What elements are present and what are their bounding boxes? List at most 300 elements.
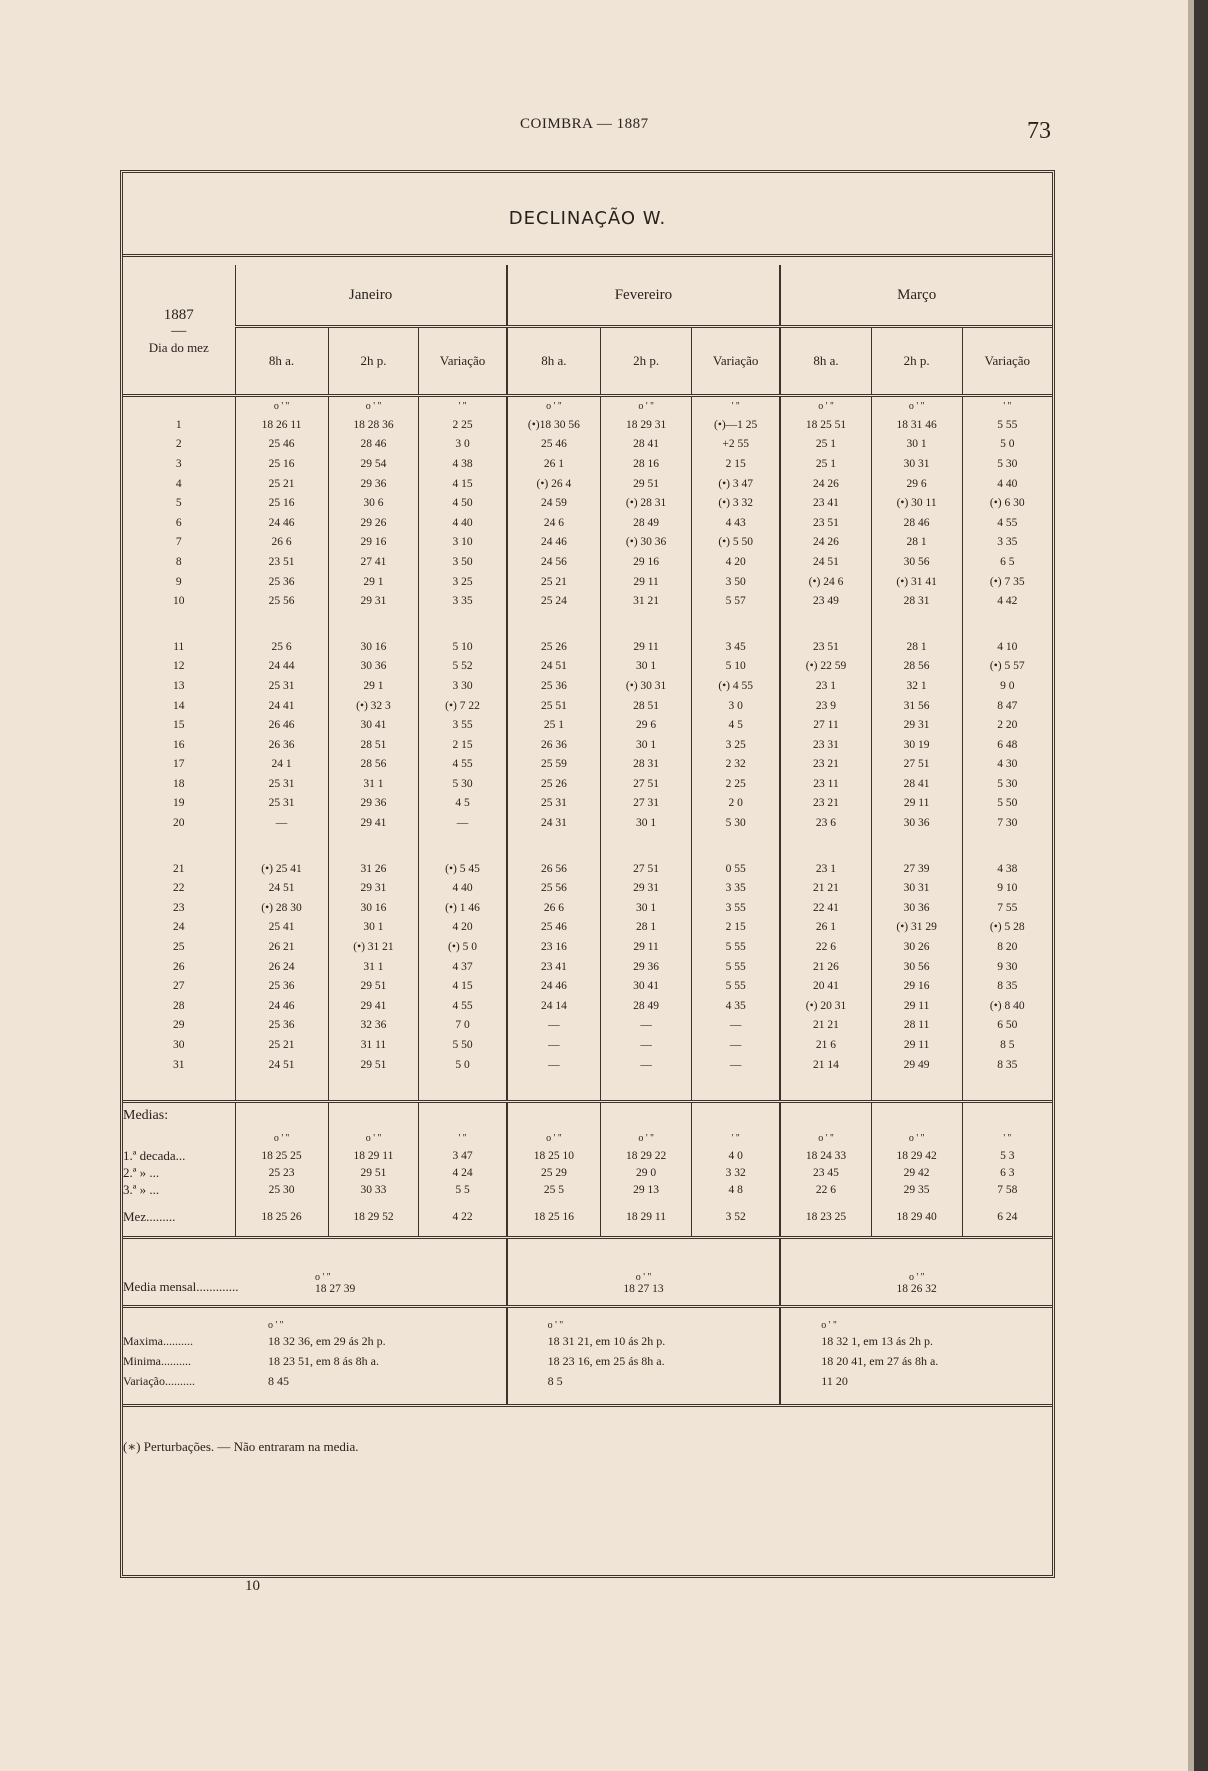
- value-cell: 26 36: [507, 735, 601, 755]
- value-cell: 30 6: [328, 493, 419, 513]
- table-row: [123, 435, 1052, 455]
- table-row: [123, 957, 1052, 977]
- value-cell: 7 58: [997, 1183, 1018, 1196]
- footnote-row: [123, 1406, 1052, 1488]
- value-cell: 23 9: [780, 696, 871, 716]
- value-cell: (•) 20 31: [780, 996, 871, 1016]
- day-cell: 26: [123, 957, 235, 977]
- value-cell: 8 35: [997, 1058, 1018, 1071]
- day-cell: 28: [123, 996, 235, 1016]
- day-cell: 25: [123, 937, 235, 957]
- subheader-row: [123, 327, 1052, 396]
- value-cell: 29 16: [871, 976, 962, 996]
- value-cell: 27 51: [601, 774, 692, 794]
- unit-label: o ' '': [601, 396, 692, 416]
- value-cell: 4 38: [997, 862, 1018, 875]
- extreme-label: Variação..........: [123, 1374, 195, 1389]
- value-cell: 25 46: [507, 435, 601, 455]
- day-cell: 23: [123, 898, 235, 918]
- table-row: [123, 755, 1052, 775]
- value-cell: 27 51: [601, 859, 692, 879]
- value-cell: 5 30: [997, 457, 1018, 470]
- value-cell: 5 55: [692, 937, 781, 957]
- unit-label: o ' '': [547, 1320, 564, 1332]
- value-cell: 26 6: [235, 533, 328, 553]
- value-cell: —: [692, 1016, 781, 1036]
- value-cell: 2 32: [692, 755, 781, 775]
- unit-label: ' '': [419, 1129, 507, 1147]
- value-cell: 25 36: [507, 676, 601, 696]
- table-row: [123, 1016, 1052, 1036]
- col-8h-fev: 8h a.: [507, 327, 601, 396]
- value-cell: 5 30: [692, 813, 781, 833]
- value-cell: 23 1: [780, 859, 871, 879]
- value-cell: 30 41: [328, 715, 419, 735]
- value-cell: 2 15: [419, 735, 507, 755]
- value-cell: 5 3: [1000, 1149, 1015, 1162]
- value-cell: —: [507, 1016, 601, 1036]
- medias-header-row: [123, 1102, 1052, 1130]
- value-cell: 2 20: [997, 719, 1018, 732]
- value-cell: 5 57: [692, 591, 781, 611]
- unit-label: o ' '': [871, 396, 962, 416]
- table-frame: [120, 170, 1055, 1578]
- value-cell: 24 51: [235, 1055, 328, 1075]
- value-cell: 4 15: [419, 976, 507, 996]
- day-cell: 31: [123, 1055, 235, 1075]
- value-cell: (•) 5 57: [989, 660, 1025, 673]
- value-cell: 4 5: [419, 794, 507, 814]
- value-cell: 3 32: [692, 1164, 781, 1181]
- value-cell: 29 13: [601, 1181, 692, 1198]
- value-cell: 25 1: [507, 715, 601, 735]
- value-cell: (•)18 30 56: [507, 415, 601, 435]
- value-cell: 3 35: [419, 591, 507, 611]
- value-cell: —: [601, 1035, 692, 1055]
- day-cell: 15: [123, 715, 235, 735]
- value-cell: 25 1: [780, 435, 871, 455]
- value-cell: 2 25: [419, 415, 507, 435]
- day-cell: 14: [123, 696, 235, 716]
- value-cell: 29 11: [871, 794, 962, 814]
- value-cell: 30 16: [328, 637, 419, 657]
- value-cell: 23 49: [780, 591, 871, 611]
- value-cell: 20 41: [780, 976, 871, 996]
- day-cell: 29: [123, 1016, 235, 1036]
- decade-spacer: [123, 1074, 1052, 1102]
- value-cell: (•) 1 46: [419, 898, 507, 918]
- value-cell: 25 30: [235, 1181, 328, 1198]
- media-mensal-number: 18 26 32: [896, 1283, 937, 1296]
- value-cell: 29 51: [328, 1055, 419, 1075]
- day-cell: 24: [123, 918, 235, 938]
- table-row: [123, 774, 1052, 794]
- value-cell: 30 41: [601, 976, 692, 996]
- value-cell: 25 59: [507, 755, 601, 775]
- extreme-value: 18 20 41, em 27 ás 8h a.: [821, 1354, 939, 1369]
- value-cell: 29 36: [328, 794, 419, 814]
- value-cell: 5 10: [419, 637, 507, 657]
- value-cell: 4 22: [419, 1198, 507, 1238]
- extreme-value: 18 23 16, em 25 ás 8h a.: [547, 1354, 665, 1369]
- table-row: [123, 591, 1052, 611]
- value-cell: 29 1: [328, 676, 419, 696]
- unit-label: ' '': [1003, 1132, 1012, 1144]
- value-cell: 25 29: [507, 1164, 601, 1181]
- value-cell: 26 1: [780, 918, 871, 938]
- value-cell: 28 46: [328, 435, 419, 455]
- value-cell: 25 5: [507, 1181, 601, 1198]
- value-cell: (•) 25 41: [235, 859, 328, 879]
- value-cell: 21 6: [780, 1035, 871, 1055]
- value-cell: 29 6: [871, 474, 962, 494]
- value-cell: 4 55: [419, 755, 507, 775]
- day-cell: 1: [123, 415, 235, 435]
- col-var-fev: Variação: [692, 327, 781, 396]
- year-dash: —: [171, 323, 187, 339]
- value-cell: 6 24: [997, 1211, 1018, 1224]
- day-cell: 21: [123, 859, 235, 879]
- value-cell: 26 24: [235, 957, 328, 977]
- value-cell: (•) 4 55: [692, 676, 781, 696]
- unit-label: o ' '': [315, 1272, 331, 1284]
- value-cell: (•) 6 30: [989, 497, 1025, 510]
- value-cell: 23 11: [780, 774, 871, 794]
- value-cell: 28 46: [871, 513, 962, 533]
- table-row: [123, 859, 1052, 879]
- value-cell: 29 31: [601, 878, 692, 898]
- value-cell: 5 5: [419, 1181, 507, 1198]
- table-row: [123, 657, 1052, 677]
- title-box: [123, 173, 1052, 257]
- unit-label: o ' '': [268, 1320, 284, 1332]
- media-mensal-number: 18 27 13: [623, 1283, 664, 1296]
- value-cell: 24 44: [235, 657, 328, 677]
- value-cell: 3 45: [692, 637, 781, 657]
- value-cell: (•) 3 32: [692, 493, 781, 513]
- table-row: [123, 715, 1052, 735]
- value-cell: 30 33: [328, 1181, 419, 1198]
- col-2h-mar: 2h p.: [871, 327, 962, 396]
- value-cell: 4 50: [419, 493, 507, 513]
- value-cell: 25 41: [235, 918, 328, 938]
- unit-label: o ' '': [507, 396, 601, 416]
- value-cell: 7 55: [997, 901, 1018, 914]
- value-cell: 25 26: [507, 774, 601, 794]
- value-cell: 8 20: [997, 941, 1018, 954]
- value-cell: (•) 5 0: [419, 937, 507, 957]
- unit-label: o ' '': [235, 1129, 328, 1147]
- value-cell: 28 51: [328, 735, 419, 755]
- value-cell: (•)—1 25: [692, 415, 781, 435]
- day-label: Dia do mez: [148, 340, 209, 355]
- value-cell: 24 51: [235, 878, 328, 898]
- value-cell: —: [235, 813, 328, 833]
- value-cell: 27 51: [871, 755, 962, 775]
- value-cell: 5 10: [692, 657, 781, 677]
- extremes-janeiro: [123, 1307, 507, 1406]
- col-var-mar: Variação: [962, 327, 1052, 396]
- value-cell: 4 43: [692, 513, 781, 533]
- value-cell: 3 25: [692, 735, 781, 755]
- value-cell: 26 1: [507, 454, 601, 474]
- value-cell: 18 29 52: [328, 1198, 419, 1238]
- extremes-fevereiro: [507, 1307, 781, 1406]
- value-cell: 2 0: [692, 794, 781, 814]
- value-cell: 18 29 31: [601, 415, 692, 435]
- extremes-marco: [780, 1307, 1052, 1406]
- day-cell: 17: [123, 755, 235, 775]
- value-cell: 18 25 25: [235, 1147, 328, 1164]
- value-cell: 22 6: [780, 937, 871, 957]
- value-cell: 24 26: [780, 533, 871, 553]
- value-cell: 0 55: [692, 859, 781, 879]
- value-cell: 24 14: [507, 996, 601, 1016]
- col-var-jan: Variação: [419, 327, 507, 396]
- value-cell: 25 36: [235, 976, 328, 996]
- value-cell: 23 51: [235, 552, 328, 572]
- value-cell: 6 50: [997, 1019, 1018, 1032]
- value-cell: 22 41: [780, 898, 871, 918]
- table-row: [123, 813, 1052, 833]
- table-title: DECLINAÇÃO W.: [508, 208, 667, 229]
- value-cell: 3 25: [419, 572, 507, 592]
- unit-label: ' '': [692, 1129, 781, 1147]
- value-cell: 3 0: [419, 435, 507, 455]
- value-cell: 25 21: [235, 1035, 328, 1055]
- value-cell: 29 26: [328, 513, 419, 533]
- medias-row: [123, 1181, 1052, 1198]
- unit-label: o ' '': [235, 396, 328, 416]
- value-cell: 4 20: [419, 918, 507, 938]
- value-cell: 32 36: [328, 1016, 419, 1036]
- value-cell: 29 11: [871, 996, 962, 1016]
- page-number: 73: [1027, 118, 1051, 144]
- day-cell: 30: [123, 1035, 235, 1055]
- value-cell: 4 15: [419, 474, 507, 494]
- value-cell: (•) 26 4: [507, 474, 601, 494]
- value-cell: 25 31: [235, 676, 328, 696]
- unit-label: o ' '': [328, 396, 419, 416]
- extreme-label: Minima..........: [123, 1354, 191, 1369]
- value-cell: 25 31: [235, 774, 328, 794]
- value-cell: 25 23: [235, 1164, 328, 1181]
- extreme-label: Maxima..........: [123, 1334, 193, 1349]
- value-cell: 29 31: [871, 715, 962, 735]
- day-cell: 2: [123, 435, 235, 455]
- table-row: [123, 918, 1052, 938]
- value-cell: 5 50: [419, 1035, 507, 1055]
- day-cell: 16: [123, 735, 235, 755]
- unit-label: ' '': [692, 396, 781, 416]
- value-cell: 8 47: [997, 699, 1018, 712]
- table-row: [123, 1055, 1052, 1075]
- value-cell: 29 31: [328, 878, 419, 898]
- value-cell: 29 11: [601, 572, 692, 592]
- col-8h-jan: 8h a.: [235, 327, 328, 396]
- value-cell: 30 26: [871, 937, 962, 957]
- value-cell: 26 36: [235, 735, 328, 755]
- value-cell: 28 41: [871, 774, 962, 794]
- value-cell: 18 23 25: [780, 1198, 871, 1238]
- units-row: [123, 396, 1052, 416]
- value-cell: 30 1: [601, 657, 692, 677]
- value-cell: 32 1: [871, 676, 962, 696]
- value-cell: (•) 28 31: [601, 493, 692, 513]
- value-cell: 27 11: [780, 715, 871, 735]
- value-cell: 30 1: [601, 898, 692, 918]
- value-cell: 25 56: [235, 591, 328, 611]
- value-cell: 23 51: [780, 513, 871, 533]
- value-cell: 26 21: [235, 937, 328, 957]
- table-row: [123, 898, 1052, 918]
- day-cell: 1.ª decada...: [123, 1147, 235, 1164]
- table-row: [123, 493, 1052, 513]
- value-cell: 3 55: [692, 898, 781, 918]
- value-cell: 30 16: [328, 898, 419, 918]
- unit-label: o ' '': [601, 1129, 692, 1147]
- day-cell: 20: [123, 813, 235, 833]
- page-edge: [1194, 0, 1208, 1771]
- value-cell: 28 49: [601, 513, 692, 533]
- value-cell: (•) 5 45: [419, 859, 507, 879]
- day-cell: 27: [123, 976, 235, 996]
- value-cell: 4 5: [692, 715, 781, 735]
- unit-label: o ' '': [635, 1272, 652, 1284]
- value-cell: 6 3: [1000, 1166, 1015, 1179]
- value-cell: 9 30: [997, 960, 1018, 973]
- day-cell: 13: [123, 676, 235, 696]
- value-cell: 25 24: [507, 591, 601, 611]
- value-cell: 2 25: [692, 774, 781, 794]
- month-janeiro: Janeiro: [235, 265, 507, 327]
- value-cell: 30 36: [871, 813, 962, 833]
- value-cell: 3 10: [419, 533, 507, 553]
- value-cell: 24 51: [780, 552, 871, 572]
- value-cell: 29 31: [328, 591, 419, 611]
- value-cell: 28 49: [601, 996, 692, 1016]
- value-cell: 5 55: [997, 418, 1018, 431]
- value-cell: 3 35: [692, 878, 781, 898]
- unit-label: o ' '': [780, 396, 871, 416]
- table-row: [123, 794, 1052, 814]
- value-cell: 6 48: [997, 738, 1018, 751]
- value-cell: 28 1: [871, 533, 962, 553]
- value-cell: —: [601, 1055, 692, 1075]
- day-cell: 3: [123, 454, 235, 474]
- unit-label: ' '': [1003, 400, 1012, 412]
- value-cell: 21 21: [780, 1016, 871, 1036]
- value-cell: 6 5: [1000, 555, 1015, 568]
- medias-units-row: [123, 1129, 1052, 1147]
- day-cell: 4: [123, 474, 235, 494]
- value-cell: 18 29 11: [601, 1198, 692, 1238]
- extreme-value: 11 20: [821, 1374, 848, 1389]
- running-head: COIMBRA — 1887: [520, 116, 649, 132]
- value-cell: —: [507, 1035, 601, 1055]
- value-cell: 18 24 33: [780, 1147, 871, 1164]
- value-cell: 30 36: [871, 898, 962, 918]
- table-row: [123, 996, 1052, 1016]
- value-cell: 29 41: [328, 813, 419, 833]
- unit-label: o ' '': [908, 1272, 925, 1284]
- value-cell: 5 55: [692, 976, 781, 996]
- value-cell: +2 55: [692, 435, 781, 455]
- extreme-value: 18 31 21, em 10 ás 2h p.: [547, 1334, 666, 1349]
- value-cell: (•) 30 11: [871, 493, 962, 513]
- decade-spacer: [123, 833, 1052, 859]
- value-cell: 4 0: [692, 1147, 781, 1164]
- year-label: 1887: [163, 307, 194, 323]
- table-row: [123, 735, 1052, 755]
- unit-label: o ' '': [871, 1129, 962, 1147]
- medias-row: [123, 1164, 1052, 1181]
- value-cell: 25 46: [507, 918, 601, 938]
- value-cell: 30 1: [328, 918, 419, 938]
- value-cell: 30 56: [871, 957, 962, 977]
- value-cell: (•) 7 35: [989, 575, 1025, 588]
- col-2h-fev: 2h p.: [601, 327, 692, 396]
- value-cell: 30 56: [871, 552, 962, 572]
- value-cell: 23 41: [780, 493, 871, 513]
- extreme-value: 18 23 51, em 8 ás 8h a.: [268, 1354, 379, 1369]
- unit-label: o ' '': [507, 1129, 601, 1147]
- value-cell: 3 47: [419, 1147, 507, 1164]
- col-8h-mar: 8h a.: [780, 327, 871, 396]
- value-cell: 4 40: [419, 513, 507, 533]
- day-cell: 3.ª » ...: [123, 1181, 235, 1198]
- value-cell: 5 52: [419, 657, 507, 677]
- value-cell: 31 56: [871, 696, 962, 716]
- value-cell: 4 35: [692, 996, 781, 1016]
- media-mensal-label: Media mensal.............: [123, 1238, 235, 1307]
- day-cell: 8: [123, 552, 235, 572]
- table-row: [123, 474, 1052, 494]
- value-cell: 5 55: [692, 957, 781, 977]
- value-cell: 18 29 22: [601, 1147, 692, 1164]
- value-cell: 24 46: [507, 533, 601, 553]
- value-cell: 18 31 46: [871, 415, 962, 435]
- value-cell: 25 16: [235, 493, 328, 513]
- value-cell: —: [419, 813, 507, 833]
- value-cell: 5 0: [1000, 438, 1015, 451]
- value-cell: 3 52: [692, 1198, 781, 1238]
- value-cell: 4 37: [419, 957, 507, 977]
- value-cell: 2 15: [692, 918, 781, 938]
- value-cell: 26 46: [235, 715, 328, 735]
- day-cell: Mez.........: [123, 1198, 235, 1238]
- value-cell: 28 11: [871, 1016, 962, 1036]
- day-cell: 2.ª » ...: [123, 1164, 235, 1181]
- value-cell: 31 26: [328, 859, 419, 879]
- value-cell: 29 6: [601, 715, 692, 735]
- year-cell: [123, 265, 235, 396]
- value-cell: 25 36: [235, 572, 328, 592]
- value-cell: 29 51: [601, 474, 692, 494]
- day-cell: 9: [123, 572, 235, 592]
- value-cell: 28 1: [871, 637, 962, 657]
- value-cell: —: [692, 1035, 781, 1055]
- extremes-row: [123, 1307, 1052, 1406]
- value-cell: 29 35: [871, 1181, 962, 1198]
- value-cell: (•) 32 3: [328, 696, 419, 716]
- value-cell: 29 42: [871, 1164, 962, 1181]
- value-cell: 4 40: [997, 477, 1018, 490]
- value-cell: 23 21: [780, 755, 871, 775]
- value-cell: 31 11: [328, 1035, 419, 1055]
- value-cell: 4 30: [997, 758, 1018, 771]
- value-cell: 25 31: [235, 794, 328, 814]
